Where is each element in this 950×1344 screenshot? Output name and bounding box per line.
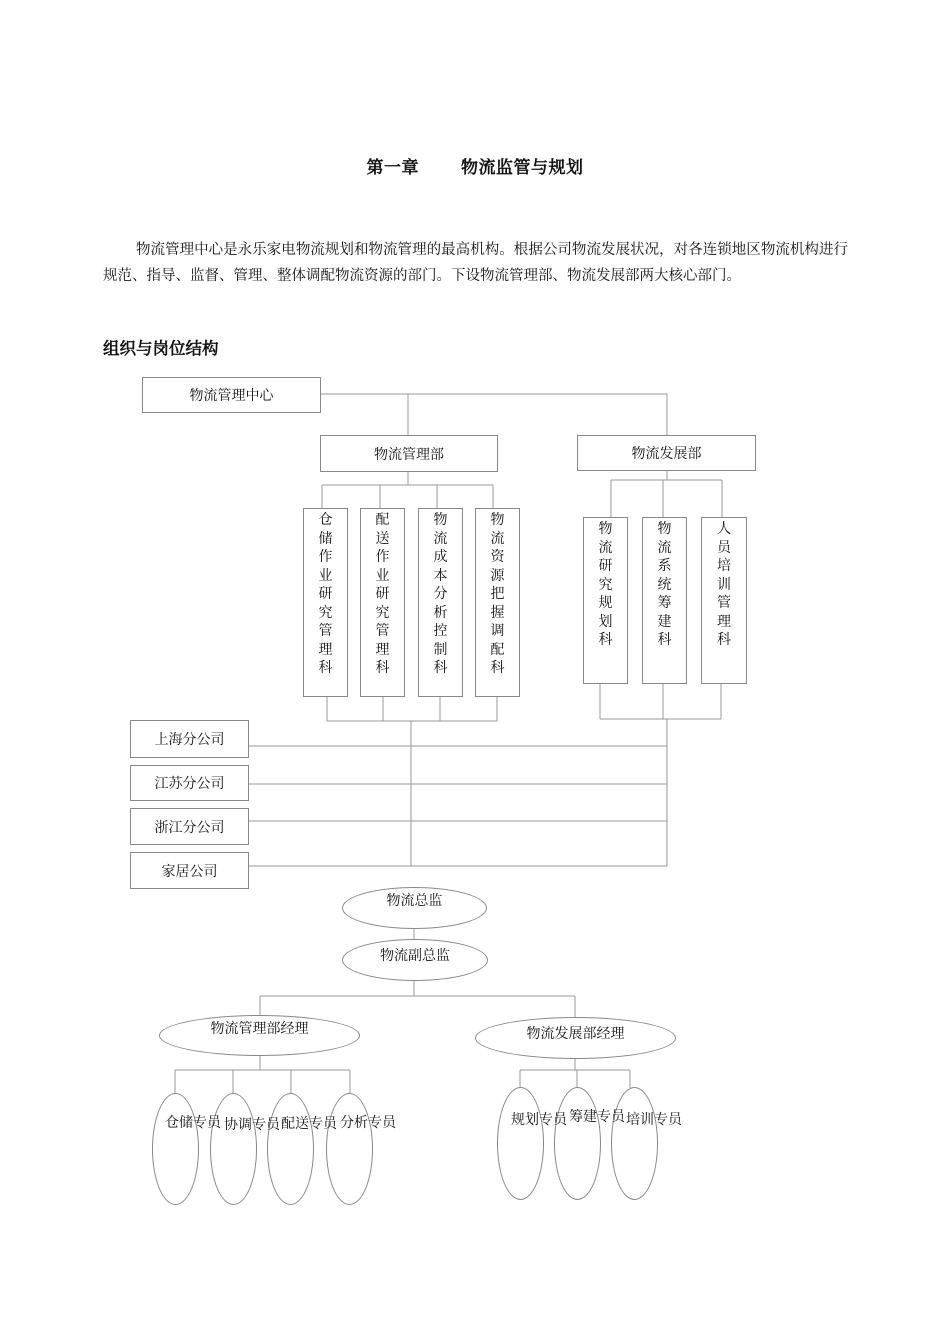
section-training-label: 人员培训管理科 — [717, 521, 731, 648]
specialist-coordination-oval — [210, 1093, 257, 1205]
specialist-training-label: 培训专员 — [626, 1112, 682, 1128]
specialist-warehouse-oval — [152, 1093, 199, 1205]
specialist-planning-oval — [497, 1087, 544, 1200]
intro-paragraph: 物流管理中心是永乐家电物流规划和物流管理的最高机构。根据公司物流发展状况，对各连锁地区物流机构进行规范、指导、监督、管理、整体调配物流资源的部门。下设物流管理部、物流发展部两大核心部门。 — [103, 242, 848, 284]
specialist-distribution-oval — [267, 1093, 314, 1205]
dept-development-label: 物流发展部 — [631, 446, 702, 462]
branch-home-label: 家居公司 — [161, 863, 218, 880]
section-cost-label: 物流成本分析控制科 — [433, 512, 448, 676]
deputy-director-label: 物流副总监 — [380, 948, 450, 964]
branch-jiangsu-box — [130, 765, 249, 801]
branch-jiangsu-label: 江苏分公司 — [154, 776, 225, 792]
org-center-box — [142, 377, 321, 413]
chapter-number: 第一章 — [366, 158, 419, 178]
section-training-box — [701, 517, 747, 684]
branch-shanghai-box — [130, 720, 249, 758]
manager-development-oval — [475, 1017, 676, 1059]
manager-management-oval — [159, 1015, 360, 1056]
section-system-box — [642, 517, 687, 684]
manager-management-label: 物流管理部经理 — [210, 1021, 309, 1037]
specialist-coordination-label: 协调专员 — [224, 1117, 280, 1133]
specialist-analysis-oval — [326, 1093, 373, 1205]
specialist-construction-oval — [554, 1087, 601, 1200]
director-label: 物流总监 — [386, 893, 443, 909]
chapter-title: 物流监管与规划 — [461, 158, 584, 178]
branch-zhejiang-label: 浙江分公司 — [154, 819, 225, 836]
specialist-warehouse-label: 仓储专员 — [165, 1115, 221, 1131]
specialist-construction-label: 筹建专员 — [569, 1109, 625, 1125]
director-oval — [342, 887, 487, 929]
section-research-label: 物流研究规划科 — [598, 521, 613, 648]
section-distribution-box — [360, 508, 405, 697]
manager-development-label: 物流发展部经理 — [526, 1026, 625, 1042]
section-distribution-label: 配送作业研究管理科 — [375, 512, 390, 676]
section-research-box — [583, 517, 628, 684]
dept-development-box — [577, 435, 756, 471]
branch-zhejiang-box — [130, 808, 249, 845]
specialist-planning-label: 规划专员 — [511, 1112, 567, 1128]
section-warehouse-label: 仓储作业研究管理科 — [318, 512, 333, 676]
dept-management-label: 物流管理部 — [374, 446, 444, 463]
specialist-distribution-label: 配送专员 — [281, 1116, 337, 1132]
dept-management-box — [320, 435, 498, 472]
org-center-label: 物流管理中心 — [189, 388, 274, 404]
section-heading: 组织与岗位结构 — [103, 339, 219, 358]
branch-home-box — [130, 852, 249, 889]
specialist-analysis-label: 分析专员 — [340, 1115, 396, 1131]
section-cost-box — [418, 508, 463, 697]
deputy-director-oval — [342, 939, 488, 981]
section-system-label: 物流系统筹建科 — [657, 521, 672, 648]
section-resource-label: 物流资源把握调配科 — [490, 512, 505, 676]
specialist-training-oval — [611, 1087, 658, 1200]
section-warehouse-box — [303, 508, 348, 697]
branch-shanghai-label: 上海分公司 — [154, 732, 225, 748]
section-resource-box — [475, 508, 520, 697]
